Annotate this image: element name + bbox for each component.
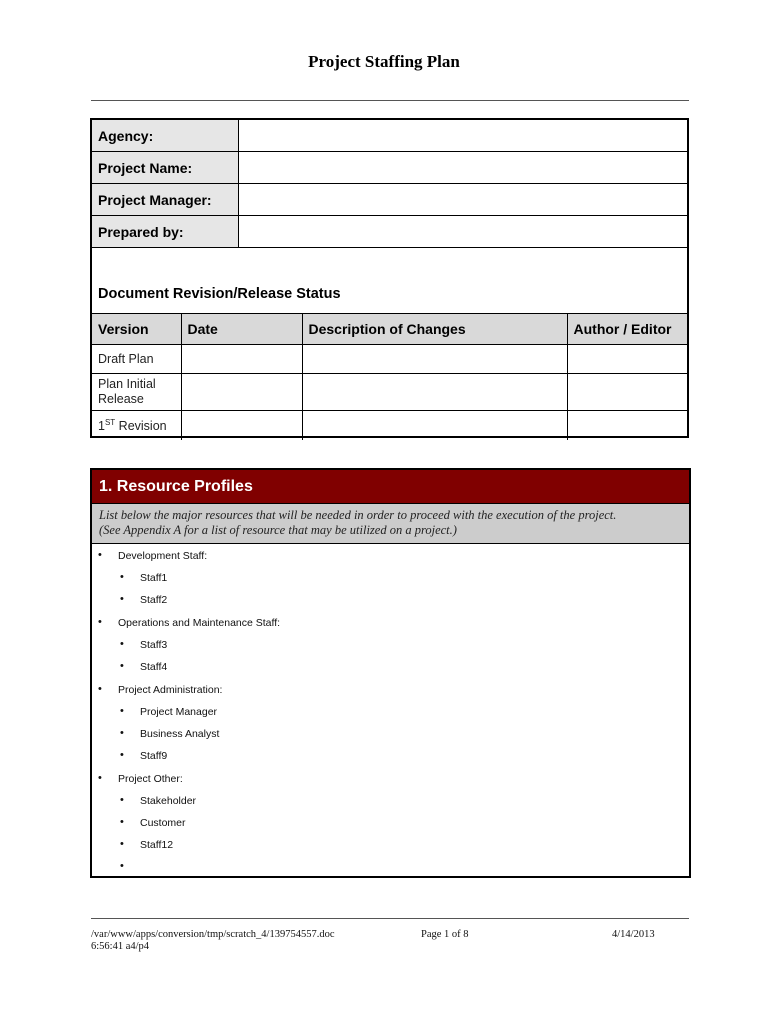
project-manager-row: [92, 184, 687, 216]
author-cell[interactable]: [567, 345, 687, 374]
instructions-line: List below the major resources that will be needed in order to proceed with the execution of the project.: [99, 508, 617, 522]
revision-table: [92, 313, 687, 440]
footer-path-line: 6:56:41 a4/p4: [91, 941, 150, 952]
description-cell[interactable]: [302, 345, 567, 374]
agency-label: Agency:: [92, 120, 239, 151]
version-line: Release: [98, 392, 144, 406]
section-instructions: [92, 504, 689, 544]
bullet-icon: •: [120, 638, 124, 650]
description-header: Description of Changes: [302, 314, 567, 345]
bullet-icon: •: [120, 593, 124, 605]
bullet-icon: •: [120, 838, 124, 850]
bullet-icon: •: [120, 571, 124, 583]
date-cell[interactable]: [181, 374, 302, 411]
prepared-by-label: Prepared by:: [92, 216, 239, 247]
project-name-label: Project Name:: [92, 152, 239, 183]
version-suffix: Revision: [115, 418, 167, 433]
version-line: Plan Initial: [98, 377, 156, 391]
description-cell[interactable]: [302, 411, 567, 440]
table-row: [92, 345, 687, 374]
project-manager-label: Project Manager:: [92, 184, 239, 215]
header-rule: [91, 100, 689, 101]
version-ordinal: ST: [104, 417, 116, 427]
footer-page-number: Page 1 of 8: [421, 929, 469, 940]
bullet-icon: •: [120, 860, 124, 872]
revision-header-row: [92, 314, 687, 345]
bullet-icon: •: [98, 683, 102, 695]
version-cell: [92, 374, 181, 411]
footer-rule: [91, 918, 689, 919]
bullet-icon: •: [98, 616, 102, 628]
version-cell: Draft Plan: [92, 345, 181, 374]
version-header: Version: [92, 314, 181, 345]
project-info-box: [90, 118, 689, 438]
author-cell[interactable]: [567, 374, 687, 411]
revision-heading: Document Revision/Release Status: [98, 286, 341, 302]
date-header: Date: [181, 314, 302, 345]
footer-date: 4/14/2013: [612, 929, 655, 940]
bullet-icon: •: [120, 794, 124, 806]
bullet-icon: •: [120, 705, 124, 717]
footer-file-path: [91, 929, 335, 953]
bullet-icon: •: [120, 816, 124, 828]
project-name-row: [92, 152, 687, 184]
date-cell[interactable]: [181, 411, 302, 440]
version-number: 1: [98, 418, 105, 433]
section-header: 1. Resource Profiles: [92, 470, 689, 504]
project-manager-field[interactable]: [239, 184, 687, 215]
prepared-by-field[interactable]: [239, 216, 687, 247]
bullet-icon: •: [98, 549, 102, 561]
agency-row: [92, 120, 687, 152]
bullet-icon: •: [98, 772, 102, 784]
project-name-field[interactable]: [239, 152, 687, 183]
date-cell[interactable]: [181, 345, 302, 374]
resource-profiles-section: 1. Resource Profiles List below the major resources that will be needed in order to proceed with the execution of the project. (See Appendix A for a list of resource that may be utilized on a project.) • Development Staff: • Staff1 • Staff2 • Operations and Maintenance Staff: • Staff3 • Staff4 • Project Administration: • Project Manager • Business Analyst • Staff9 • Project Other: • Stakeholder • Customer • Staff12 •: [90, 468, 691, 878]
footer-path-line: /var/www/apps/conversion/tmp/scratch_4/139754557.doc: [91, 929, 335, 940]
bullet-icon: •: [120, 727, 124, 739]
table-row: [92, 374, 687, 411]
document-title: Project Staffing Plan: [308, 52, 460, 71]
bullet-icon: •: [120, 749, 124, 761]
author-cell[interactable]: [567, 411, 687, 440]
version-cell: [92, 411, 181, 440]
description-cell[interactable]: [302, 374, 567, 411]
agency-field[interactable]: [239, 120, 687, 151]
author-header: Author / Editor: [567, 314, 687, 345]
table-row: [92, 411, 687, 440]
prepared-by-row: [92, 216, 687, 248]
bullet-icon: •: [120, 660, 124, 672]
instructions-line: (See Appendix A for a list of resource that may be utilized on a project.): [99, 523, 457, 537]
